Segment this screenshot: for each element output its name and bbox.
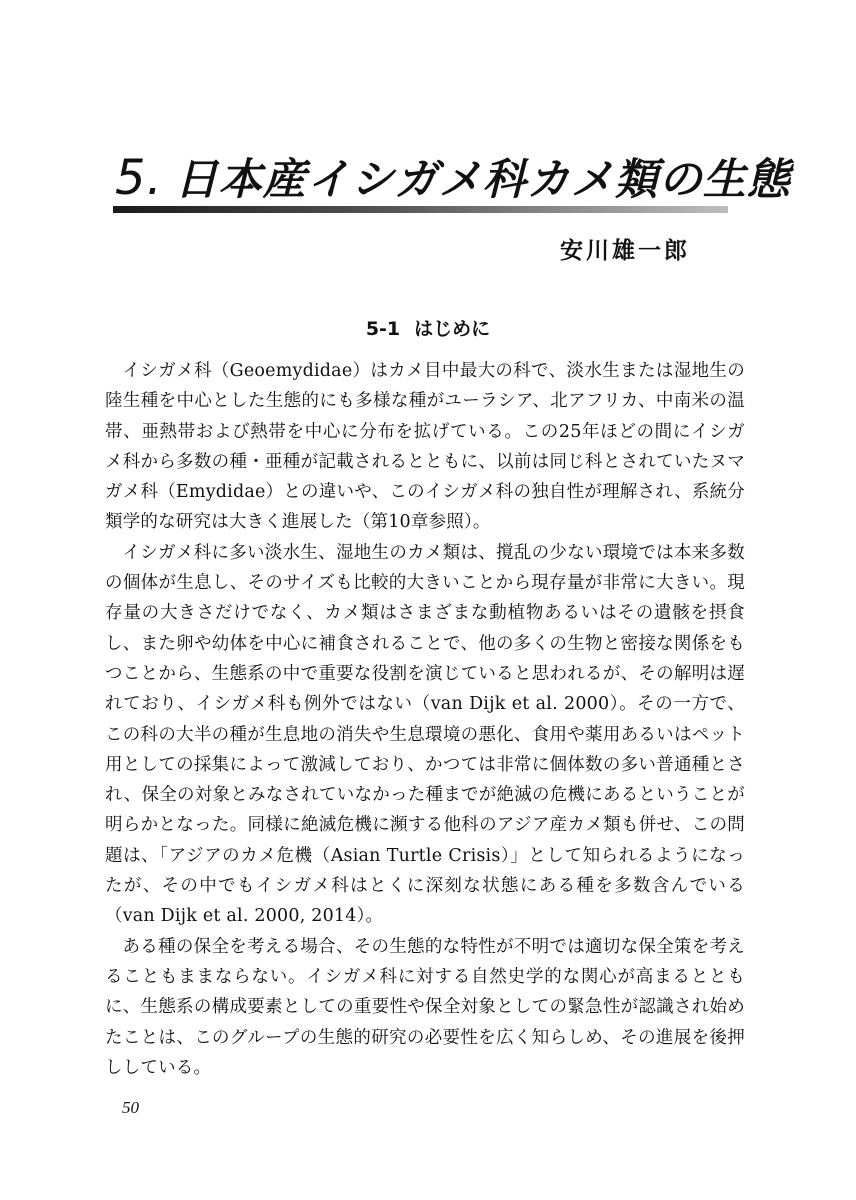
section-number: 5-1 — [365, 318, 401, 340]
paragraph: イシガメ科（Geoemydidae）はカメ目中最大の科で、淡水生または湿地生の陸生種を中心とした生態的にも多様な種がユーラシア、北アフリカ、中南米の温帯、亜熱帯および熱帯を中心に分布を拡げている。この25年ほどの間にイシガメ科から多数の種・亜種が記載されるとともに、以前は同じ科とされていたヌマガメ科（Emydidae）との違いや、このイシガメ科の独自性が理解され、系統分類学的な研究は大きく進展した（第10章参照）。 — [105, 361, 745, 533]
page-number: 50 — [122, 1098, 139, 1117]
chapter-number: 5. — [115, 150, 163, 206]
author-name: 安川雄一郎 — [560, 237, 690, 264]
section-heading — [0, 314, 856, 341]
chapter-title-text — [115, 152, 791, 206]
chapter-title-underline — [113, 206, 728, 213]
chapter-title — [113, 150, 791, 214]
body-text — [105, 356, 745, 1083]
chapter-title-label: 日本産イシガメ科カメ類の生態 — [174, 155, 791, 205]
paragraph: ある種の保全を考える場合、その生態的な特性が不明では適切な保全策を考えることもままならない。イシガメ科に対する自然史学的な関心が高まるとともに、生態系の構成要素としての重要性や保全対象としての緊急性が認識され始めたことは、このグループの生態的研究の必要性を広く知らしめ、その進展を後押ししている。 — [105, 936, 745, 1078]
paragraph: イシガメ科に多い淡水生、湿地生のカメ類は、撹乱の少ない環境では本来多数の個体が生息し、そのサイズも比較的大きいことから現存量が非常に大きい。現存量の大きさだけでなく、カメ類はさまざまな動植物あるいはその遺骸を摂食し、また卵や幼体を中心に補食されることで、他の多くの生物と密接な関係をもつことから、生態系の中で重要な役割を演じていると思われるが、その解明は遅れており、イシガメ科も例外ではない（van Dijk et al. 2000）。その一方で、この科の大半の種が生息地の消失や生息環境の悪化、食用や薬用あるいはペット用としての採集によって激減しており、かつては非常に個体数の多い普通種とされ、保全の対象とみなされていなかった種までが絶滅の危機にあるということが明らかとなった。同様に絶滅危機に瀕する他科のアジア産カメ類も併せ、この問題は、「アジアのカメ危機（Asian Turtle Crisis）」として知られるようになったが、その中でもイシガメ科はとくに深刻な状態にある種を多数含んでいる（van Dijk et al. 2000, 2014）。 — [105, 542, 745, 927]
section-title: はじめに — [414, 318, 491, 340]
